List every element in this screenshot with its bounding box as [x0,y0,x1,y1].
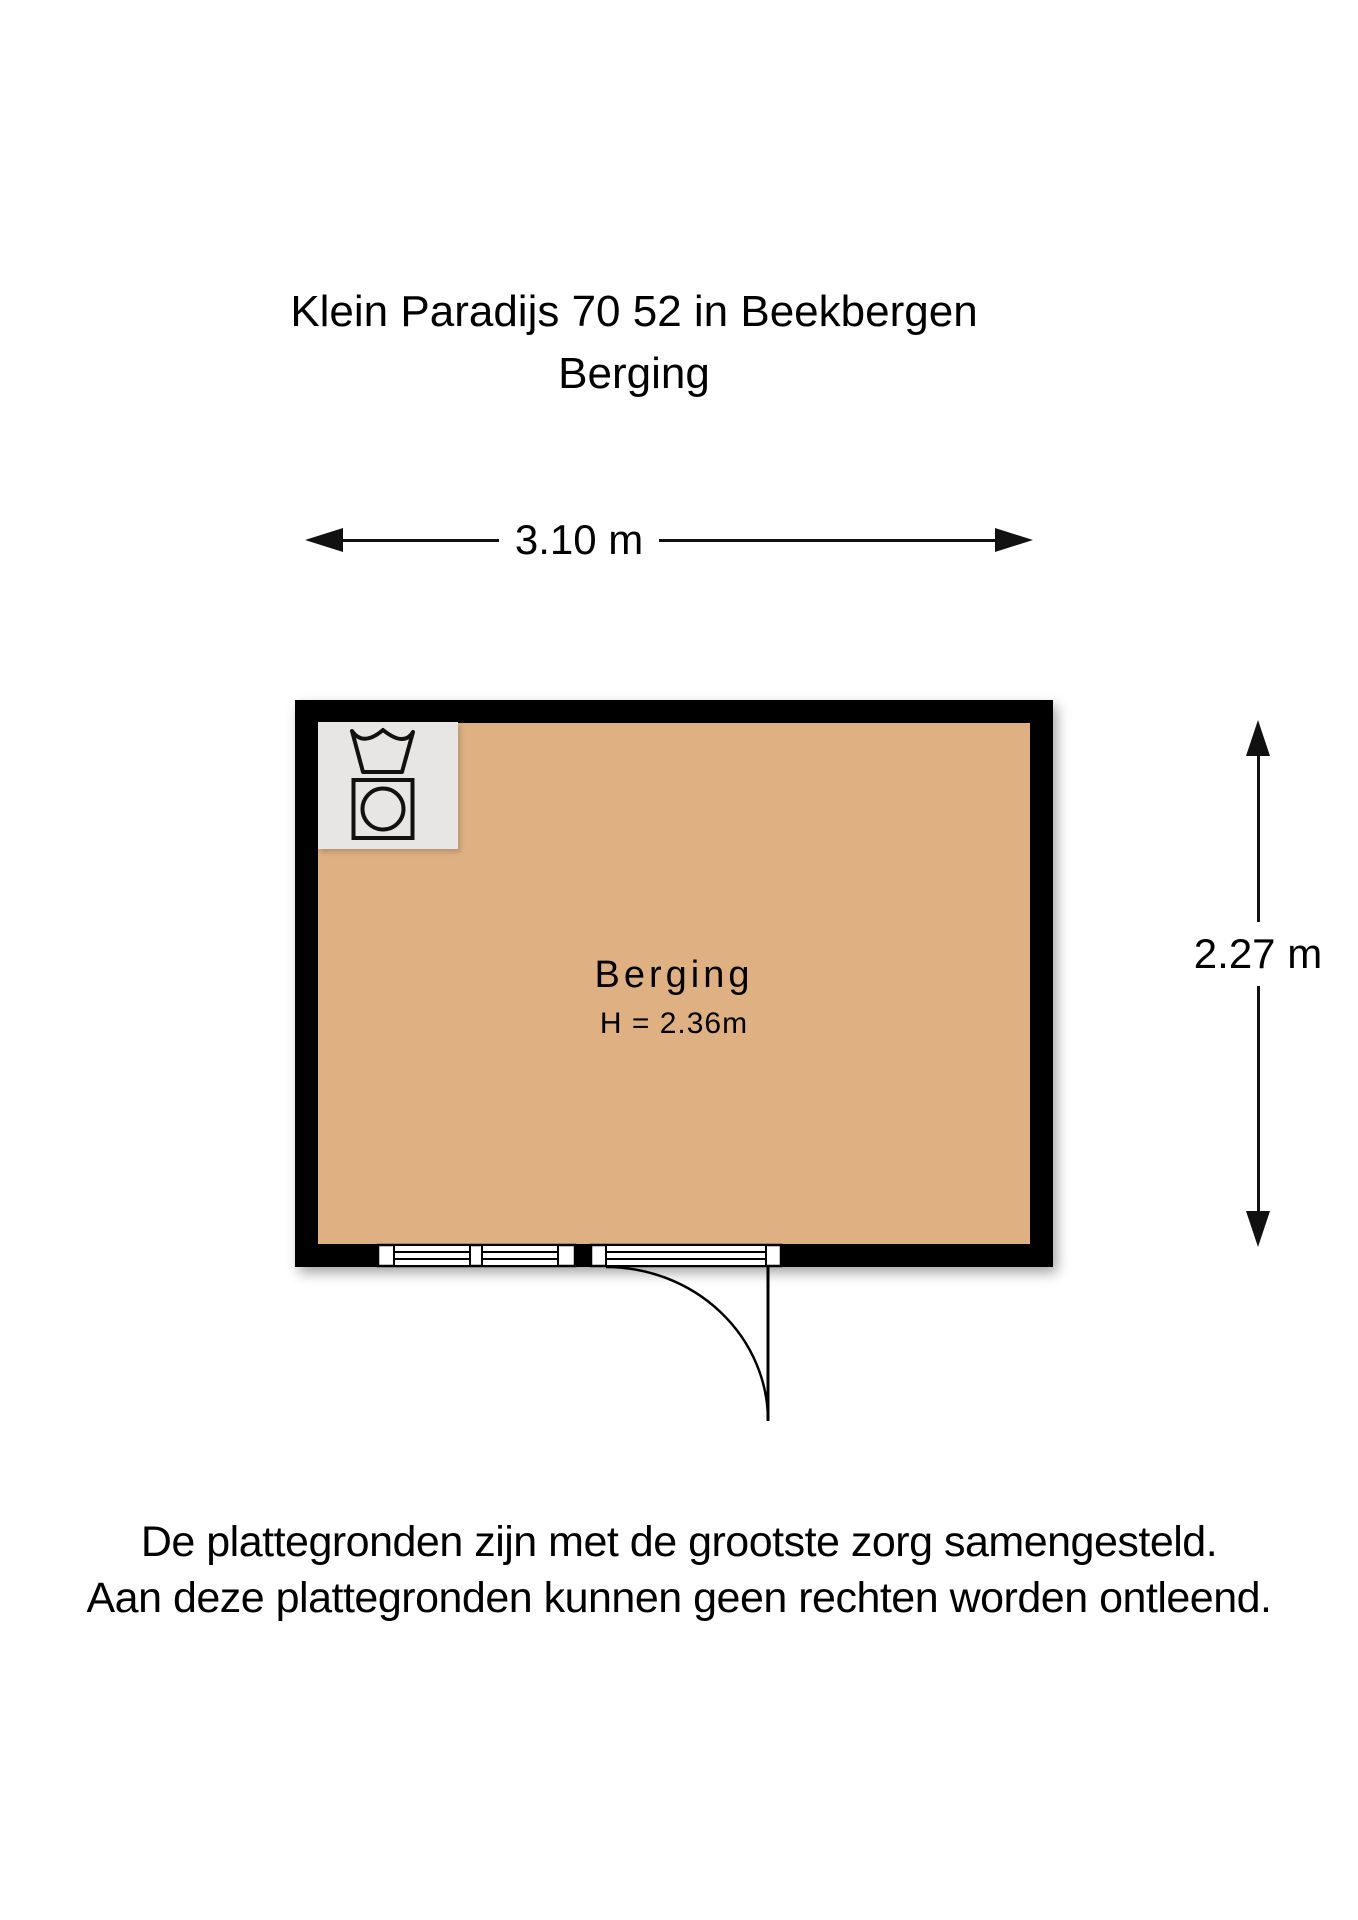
dimension-line [1257,756,1260,922]
disclaimer-line-2: Aan deze plattegronden kunnen geen rechten worden ontleend. [86,1574,1272,1622]
dimension-line [1257,986,1260,1211]
room-height-label: H = 2.36m [599,1007,749,1040]
door-swing-arc [606,1267,768,1421]
door-symbol [591,1245,781,1421]
window-symbol [378,1245,575,1266]
floorplan-title: Klein Paradijs 70 52 in Beekbergen [290,287,978,336]
height-dimension-label: 2.27 m [1193,930,1323,978]
arrowhead-down-icon [1246,1211,1270,1247]
room-name-label: Berging [594,954,754,996]
disclaimer-line-1: De plattegronden zijn met de grootste zorg samengesteld. [140,1518,1218,1566]
height-dimension [1194,720,1322,1247]
disclaimer [0,1514,1358,1626]
arrowhead-up-icon [1246,720,1270,756]
width-dimension-label: 3.10 m [514,516,644,563]
floorplan-subtitle: Berging [558,349,710,398]
